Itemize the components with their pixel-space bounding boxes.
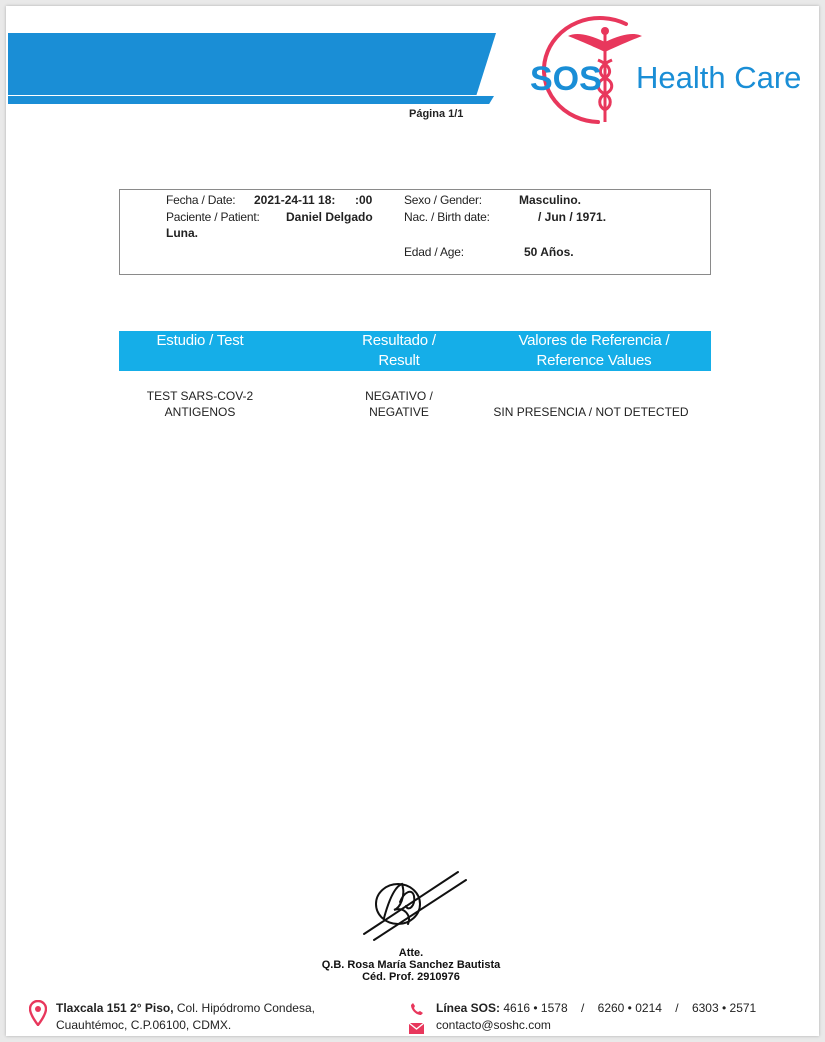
phone-icon <box>410 1002 424 1021</box>
logo-sos-text: SOS <box>530 60 602 98</box>
header-blue-stripe <box>8 96 494 104</box>
address-line2: Cuauhtémoc, C.P.06100, CDMX. <box>56 1018 232 1032</box>
location-pin-icon <box>29 1000 47 1031</box>
email-address: contacto@soshc.com <box>436 1018 551 1032</box>
date-label: Fecha / Date: <box>166 193 236 207</box>
gender-value: Masculino. <box>519 193 582 207</box>
header-test: Estudio / Test <box>156 332 244 349</box>
header-blue-band <box>8 33 496 95</box>
row-result-line1: NEGATIVO / <box>365 389 433 403</box>
gender-label: Sexo / Gender: <box>404 193 482 207</box>
document-page <box>6 6 819 1036</box>
date-value-minutes: :00 <box>355 193 373 207</box>
row-result-line2: NEGATIVE <box>369 405 429 419</box>
handwritten-signature <box>356 866 471 952</box>
signature-atte: Atte. <box>398 947 424 959</box>
birth-date-value: / Jun / 1971. <box>538 210 607 224</box>
header-reference-line2: Reference Values <box>536 352 652 369</box>
header-result-line2: Result <box>378 352 420 369</box>
patient-label: Paciente / Patient: <box>166 210 260 224</box>
age-value: 50 Años. <box>524 245 574 259</box>
header-reference-line1: Valores de Referencia / <box>518 332 670 349</box>
age-label: Edad / Age: <box>404 245 464 259</box>
mail-icon <box>409 1021 424 1036</box>
sos-health-care-logo <box>508 12 808 128</box>
patient-name-line2: Luna. <box>166 226 198 240</box>
row-test-line1: TEST SARS-COV-2 <box>146 389 254 403</box>
patient-name-line1: Daniel Delgado <box>286 210 373 224</box>
phone-numbers: Línea SOS: 4616 • 1578 / 6260 • 0214 / 6303 • 2571 <box>436 1001 757 1015</box>
signature-name: Q.B. Rosa María Sanchez Bautista <box>321 959 501 971</box>
page-number: Página 1/1 <box>409 108 464 120</box>
row-test-line2: ANTIGENOS <box>164 405 236 419</box>
results-table-header <box>119 331 711 371</box>
signature-cedula: Céd. Prof. 2910976 <box>362 971 460 983</box>
date-value: 2021-24-11 18: <box>254 193 336 207</box>
patient-info-box <box>119 189 711 275</box>
header-result-line1: Resultado / <box>362 332 436 349</box>
footer <box>6 994 819 1036</box>
birth-date-label: Nac. / Birth date: <box>404 210 490 224</box>
logo-health-care-text: Health Care <box>636 60 802 95</box>
address-line1: Tlaxcala 151 2° Piso, Col. Hipódromo Condesa, <box>56 1001 315 1015</box>
row-reference: SIN PRESENCIA / NOT DETECTED <box>493 405 689 419</box>
